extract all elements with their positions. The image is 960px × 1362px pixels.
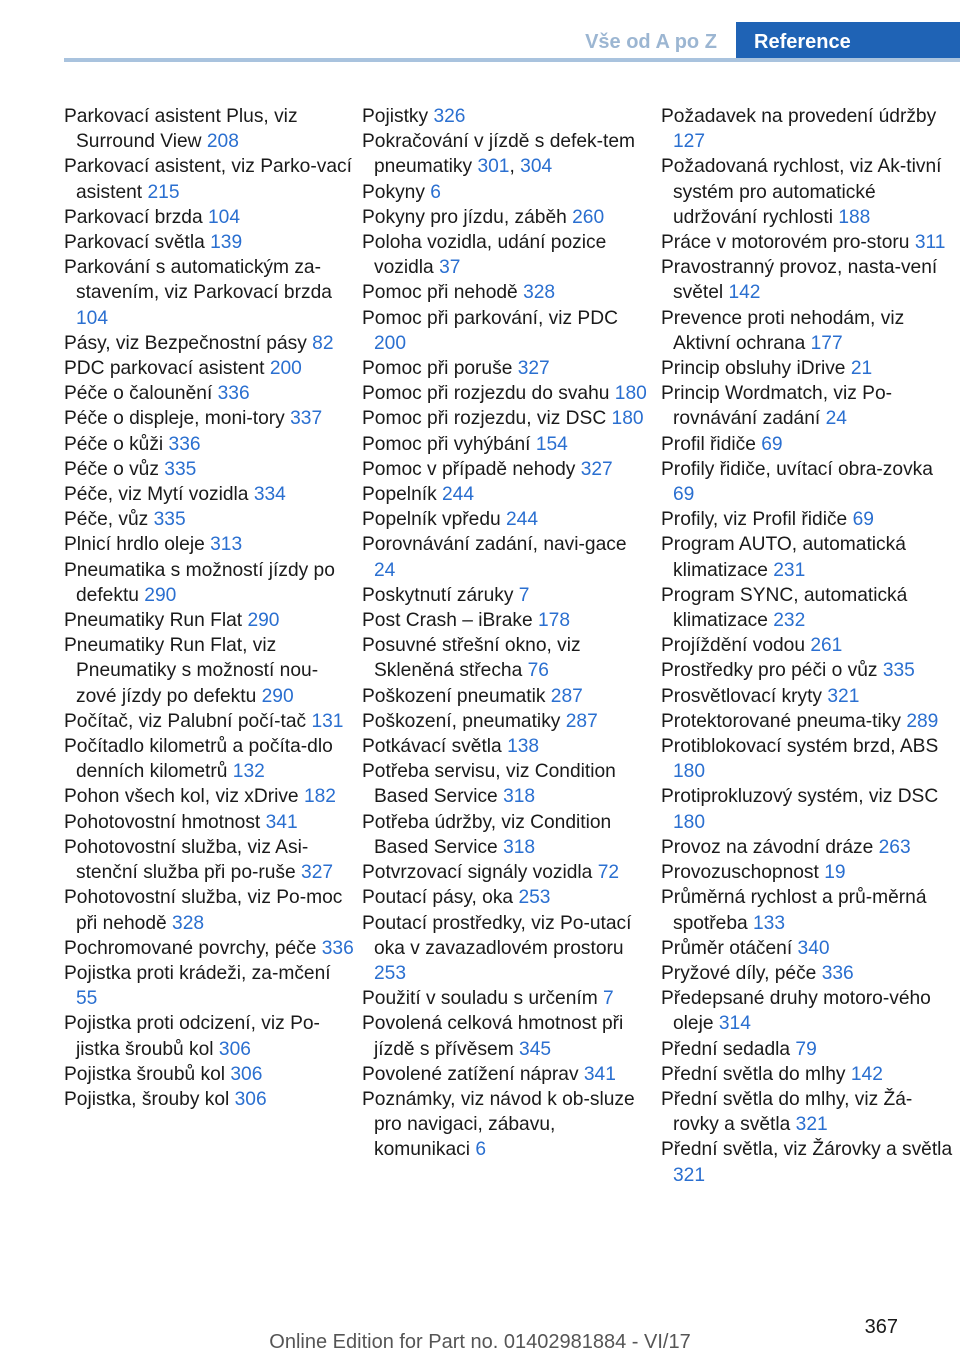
page-link[interactable]: 104 <box>208 206 241 228</box>
index-term: Pojistka šroubů kol <box>64 1063 226 1085</box>
index-term: Prevence proti nehodám, viz Aktivní ochrana <box>661 307 905 354</box>
page-link[interactable]: 328 <box>523 282 556 304</box>
index-term: Pomoc při poruše <box>362 358 513 380</box>
index-term: Pojistky <box>362 106 429 127</box>
page-link[interactable]: 334 <box>253 484 286 506</box>
index-term: Povolená celková hmotnost při jízdě s přívěsem <box>362 1013 624 1060</box>
page-link[interactable]: 142 <box>850 1063 883 1085</box>
index-entry <box>64 507 354 532</box>
page-link[interactable]: 306 <box>218 1038 251 1060</box>
index-entry <box>362 608 652 633</box>
index-entry <box>64 457 354 482</box>
index-term: Přední světla do mlhy <box>661 1063 846 1085</box>
page-link[interactable]: 290 <box>247 610 280 632</box>
index-entry <box>661 306 957 356</box>
index-term: Přední sedadla <box>661 1038 791 1060</box>
index-entry <box>661 381 957 431</box>
page-link[interactable]: 180 <box>673 811 706 833</box>
index-entry <box>661 1062 957 1087</box>
index-term: Parkovací asistent Plus, viz Surround View <box>64 106 298 153</box>
index-entry <box>661 1087 957 1137</box>
page-link[interactable]: 154 <box>535 433 568 455</box>
index-term: Péče, vůz <box>64 509 149 531</box>
page-link[interactable]: 104 <box>76 307 109 329</box>
index-entry <box>362 457 652 482</box>
index-term: Pohotovostní služba, viz Asi‐stenční služba při po‐ruše <box>64 836 309 884</box>
index-entry <box>64 633 354 709</box>
index-entry <box>362 583 652 608</box>
page-link[interactable]: 232 <box>773 610 806 632</box>
index-column-3 <box>661 104 957 1188</box>
index-entry <box>362 911 652 987</box>
index-entry <box>362 1011 652 1061</box>
page-link[interactable]: 260 <box>572 206 605 228</box>
index-entry <box>661 734 957 784</box>
page-link[interactable]: 19 <box>824 862 846 884</box>
index-term: Parkování s automatickým za‐stavením, viz Parkovací brzda <box>64 257 332 304</box>
page-link[interactable]: 321 <box>827 685 860 707</box>
page-link[interactable]: 69 <box>673 484 695 506</box>
index-term: Pomoc při rozjezdu do svahu <box>362 383 610 405</box>
page-link[interactable]: 138 <box>507 736 540 758</box>
page-link[interactable]: 318 <box>503 786 536 808</box>
index-entry <box>661 356 957 381</box>
index-entry <box>661 255 957 305</box>
index-entry <box>661 885 957 935</box>
index-entry <box>64 381 354 406</box>
page-link[interactable]: 208 <box>206 131 239 153</box>
page-link[interactable]: 340 <box>797 937 830 959</box>
page-link[interactable]: 180 <box>614 383 647 405</box>
edition-footer: Online Edition for Part no. 01402981884 - VI/17 <box>269 1331 691 1353</box>
index-entry <box>362 180 652 205</box>
header-divider <box>64 58 960 62</box>
index-term: Prosvětlovací kryty <box>661 685 823 707</box>
index-entry <box>362 759 652 809</box>
index-term: Průměr otáčení <box>661 937 793 959</box>
index-entry <box>362 406 652 431</box>
page-link[interactable]: 290 <box>144 584 177 606</box>
page-link[interactable]: 6 <box>475 1139 486 1161</box>
page-link[interactable]: 287 <box>565 710 598 732</box>
index-term: Pojistka proti krádeži, za‐mčení <box>64 962 331 984</box>
index-entry <box>362 205 652 230</box>
index-entry <box>661 835 957 860</box>
index-entry <box>362 507 652 532</box>
index-term: Pomoc při parkování, viz PDC <box>362 307 618 329</box>
page-link[interactable]: 321 <box>795 1114 828 1136</box>
index-entry <box>362 482 652 507</box>
page-link[interactable]: 290 <box>261 685 294 707</box>
page-link[interactable]: 178 <box>537 610 570 632</box>
page-link[interactable]: 231 <box>773 559 806 581</box>
index-term: Poškození pneumatik <box>362 685 546 707</box>
index-term: Pryžové díly, péče <box>661 962 817 984</box>
index-entry: Pokračování v jízdě s defek‐tem pneumatiky 301, 304 <box>362 131 636 178</box>
page-link[interactable]: 345 <box>519 1038 552 1060</box>
index-term: Potvrzovací signály vozidla <box>362 862 593 884</box>
page-link[interactable]: 336 <box>168 433 201 455</box>
index-entry <box>661 784 957 834</box>
index-term: Potřeba údržby, viz Condition Based Service <box>362 811 612 858</box>
index-entry <box>362 684 652 709</box>
page-link[interactable]: 215 <box>147 181 180 203</box>
page-link[interactable]: 79 <box>795 1038 817 1060</box>
index-entry <box>64 356 354 381</box>
index-term: Péče o čalounění <box>64 383 213 405</box>
page-link[interactable]: 72 <box>597 862 620 884</box>
index-term: Péče o kůži <box>64 433 164 455</box>
page-link[interactable]: 188 <box>838 206 871 228</box>
index-entry <box>661 936 957 961</box>
index-term: Program SYNC, automatická klimatizace <box>661 584 908 632</box>
index-term: Provoz na závodní dráze <box>661 836 874 858</box>
index-entry <box>64 1087 354 1112</box>
page-link[interactable]: 200 <box>269 358 302 380</box>
index-term: Použití v souladu s určením <box>362 988 598 1010</box>
page-link[interactable]: 318 <box>503 836 536 858</box>
index-term: Péče o vůz <box>64 458 159 480</box>
index-term: Pneumatika s možností jízdy po defektu <box>64 559 335 606</box>
index-entry <box>661 633 957 658</box>
page-number: 367 <box>864 1316 898 1338</box>
index-column-2 <box>362 104 652 1163</box>
page-link[interactable]: 335 <box>164 458 197 480</box>
page-link[interactable]: 244 <box>506 509 539 531</box>
index-term: Pásy, viz Bezpečnostní pásy <box>64 332 307 354</box>
index-entry <box>64 961 354 1011</box>
index-entry <box>362 734 652 759</box>
index-entry <box>661 507 957 532</box>
index-entry <box>661 104 957 154</box>
index-term: Poloha vozidla, udání pozice vozidla <box>362 232 607 279</box>
index-term: Protiblokovací systém brzd, ABS <box>661 736 939 758</box>
index-term: Povolené zatížení náprav <box>362 1063 579 1085</box>
page-link[interactable]: 21 <box>850 358 873 380</box>
page-link[interactable]: 200 <box>374 332 407 354</box>
index-entry <box>362 709 652 734</box>
index-entry <box>661 532 957 582</box>
index-term: Program AUTO, automatická klimatizace <box>661 534 906 581</box>
page-link[interactable]: 327 <box>517 358 550 380</box>
page-link[interactable]: 24 <box>374 559 396 581</box>
index-entry <box>661 1137 957 1187</box>
page-link[interactable]: 301 <box>477 156 510 178</box>
index-term: Popelník <box>362 484 437 506</box>
index-entry <box>362 280 652 305</box>
index-entry <box>362 986 652 1011</box>
index-term: Požadovaná rychlost, viz Ak‐tivní systém pro automatické udržování rychlosti <box>661 156 942 228</box>
index-entry <box>64 558 354 608</box>
index-term: Profily řidiče, uvítací obra‐zovka <box>661 458 933 480</box>
index-term: Předepsané druhy motoro‐vého oleje <box>661 988 931 1035</box>
page-link[interactable]: 180 <box>673 761 706 783</box>
index-entry <box>64 255 354 331</box>
index-entry <box>362 1087 652 1163</box>
index-term: Protiprokluzový systém, viz DSC <box>661 786 939 808</box>
index-entry <box>661 154 957 230</box>
index-entry <box>64 104 354 154</box>
index-term: Profil řidiče <box>661 433 756 455</box>
index-term: Přední světla, viz Žárovky a světla <box>661 1139 953 1161</box>
page-link[interactable]: 261 <box>810 635 843 657</box>
index-entry <box>661 457 957 507</box>
index-term: Parkovací světla <box>64 232 205 254</box>
page-link[interactable]: 326 <box>433 106 466 127</box>
index-term: Pneumatiky Run Flat, viz Pneumatiky s možností nou‐zové jízdy po defektu <box>64 635 319 707</box>
page-link[interactable]: 328 <box>172 912 205 934</box>
index-entry <box>64 1062 354 1087</box>
index-term: Pneumatiky Run Flat <box>64 610 243 632</box>
index-term: Pohotovostní služba, viz Po‐moc při nehodě <box>64 887 343 934</box>
index-term: Pokyny <box>362 181 425 203</box>
index-entry <box>661 583 957 633</box>
index-term: Profily, viz Profil řidiče <box>661 509 848 531</box>
page-link[interactable]: 335 <box>882 660 915 682</box>
page-link[interactable]: 327 <box>301 862 334 884</box>
index-term: Porovnávání zadání, navi‐gace <box>362 534 627 556</box>
index-entry <box>64 482 354 507</box>
page-link[interactable]: 336 <box>217 383 250 405</box>
index-term: Pomoc při nehodě <box>362 282 518 304</box>
index-entry <box>64 331 354 356</box>
index-term: Potkávací světla <box>362 736 502 758</box>
page-link[interactable]: 127 <box>673 131 706 153</box>
index-entry <box>64 154 354 204</box>
index-term: Posuvné střešní okno, viz Skleněná střecha <box>362 635 581 682</box>
index-entry <box>362 432 652 457</box>
page-link[interactable]: 24 <box>825 408 847 430</box>
index-term: Poznámky, viz návod k ob‐sluze pro navigaci, zábavu, komunikaci <box>362 1088 635 1161</box>
index-entry <box>64 205 354 230</box>
index-term: Provozuschopnost <box>661 862 819 884</box>
index-term: Poutací prostředky, viz Po‐utací oka v zavazadlovém prostoru <box>362 912 632 959</box>
index-entry <box>661 230 957 255</box>
index-entry <box>362 356 652 381</box>
page-link[interactable]: 304 <box>520 156 553 178</box>
index-term: Potřeba servisu, viz Condition Based Service <box>362 761 616 808</box>
index-term: Prostředky pro péči o vůz <box>661 660 878 682</box>
page-link[interactable]: 306 <box>230 1063 263 1085</box>
index-term: Pomoc při rozjezdu, viz DSC <box>362 408 607 430</box>
index-entry <box>362 532 652 582</box>
page-link[interactable]: 321 <box>673 1164 706 1186</box>
page-link[interactable]: 182 <box>303 786 336 808</box>
index-term: Princip obsluhy iDrive <box>661 358 846 380</box>
index-term: Princip Wordmatch, viz Po‐rovnávání zadání <box>661 383 893 430</box>
index-term: Počítač, viz Palubní počí‐tač <box>64 710 307 732</box>
index-entry <box>64 709 354 734</box>
page-link[interactable]: 336 <box>821 962 854 984</box>
page-link[interactable]: 133 <box>753 912 786 934</box>
index-term: Post Crash – iBrake <box>362 610 533 632</box>
page-link[interactable]: 37 <box>439 257 461 279</box>
page-link[interactable]: 341 <box>583 1063 616 1085</box>
page-link[interactable]: 341 <box>265 811 298 833</box>
index-entry <box>661 961 957 986</box>
page-link[interactable]: 82 <box>312 332 334 354</box>
index-entry <box>362 860 652 885</box>
index-term: Pokyny pro jízdu, záběh <box>362 206 567 228</box>
index-entry <box>362 1062 652 1087</box>
index-entry <box>661 860 957 885</box>
index-entry <box>64 810 354 835</box>
index-term: Parkovací brzda <box>64 206 203 228</box>
index-term: Pojistka, šrouby kol <box>64 1088 230 1110</box>
index-term: Pokračování v jízdě s defek‐tem pneumatiky <box>362 131 636 178</box>
page-link[interactable]: 55 <box>76 988 98 1010</box>
page-header <box>0 0 960 62</box>
index-entry <box>64 608 354 633</box>
index-term: Pochromované povrchy, péče <box>64 937 317 959</box>
index-entry <box>661 684 957 709</box>
index-column-1 <box>64 104 354 1112</box>
index-entry <box>362 885 652 910</box>
page-link[interactable]: 335 <box>153 509 186 531</box>
index-entry <box>661 658 957 683</box>
index-term: Pomoc v případě nehody <box>362 458 576 480</box>
page-link[interactable]: 69 <box>761 433 783 455</box>
index-term: Poutací pásy, oka <box>362 887 514 909</box>
page-link[interactable]: 306 <box>234 1088 267 1110</box>
index-entry <box>64 432 354 457</box>
page-link[interactable]: 7 <box>518 584 530 606</box>
index-term: Parkovací asistent, viz Parko‐vací asistent <box>64 156 352 203</box>
index-entry <box>64 230 354 255</box>
index-term: Práce v motorovém pro‐storu <box>661 232 910 254</box>
page-link[interactable]: 253 <box>374 962 407 984</box>
page-link[interactable]: 263 <box>878 836 911 858</box>
index-term: Pojistka proti odcizení, viz Po‐jistka šroubů kol <box>64 1013 320 1060</box>
index-entry <box>661 432 957 457</box>
page-link[interactable]: 337 <box>290 408 323 430</box>
index-term: Péče, viz Mytí vozidla <box>64 484 249 506</box>
page-link[interactable]: 327 <box>580 458 613 480</box>
index-term: Plnicí hrdlo oleje <box>64 534 205 556</box>
index-term: Pohotovostní hmotnost <box>64 811 261 833</box>
index-term: Pohon všech kol, viz xDrive <box>64 786 299 808</box>
index-term: Poskytnutí záruky <box>362 584 514 606</box>
index-entry <box>64 835 354 885</box>
index-entry <box>362 104 652 129</box>
index-entry <box>64 936 354 961</box>
index-entry <box>362 633 652 683</box>
page-link[interactable]: 289 <box>906 710 939 732</box>
page-link[interactable]: 253 <box>518 887 551 909</box>
index-entry <box>64 784 354 809</box>
index-entry <box>64 1011 354 1061</box>
page-link[interactable]: 177 <box>810 332 843 354</box>
index-term: Průměrná rychlost a prů‐měrná spotřeba <box>661 887 927 934</box>
index-term: Pravostranný provoz, nasta‐vení světel <box>661 257 938 304</box>
index-entry <box>661 986 957 1036</box>
index-entry <box>661 709 957 734</box>
page-link[interactable]: 313 <box>210 534 243 556</box>
index-term: Počítadlo kilometrů a počíta‐dlo denních kilometrů <box>64 736 333 783</box>
page-link[interactable]: 131 <box>311 710 344 732</box>
index-entry <box>362 810 652 860</box>
page-link[interactable]: 180 <box>611 408 644 430</box>
page-link[interactable]: 314 <box>718 1013 751 1035</box>
index-entry <box>661 1037 957 1062</box>
index-term: Protektorované pneuma‐tiky <box>661 710 901 732</box>
page-link[interactable]: 287 <box>550 685 583 707</box>
index-entry <box>64 734 354 784</box>
index-entry <box>64 406 354 431</box>
section-tab[interactable]: Vše od A po Z <box>585 31 717 53</box>
page-link[interactable]: 7 <box>603 988 614 1010</box>
page-link[interactable]: 69 <box>852 509 874 531</box>
reference-tab[interactable]: Reference <box>736 22 960 62</box>
page-link[interactable]: 142 <box>728 282 761 304</box>
index-entry <box>64 885 354 935</box>
page-link[interactable]: 336 <box>321 937 354 959</box>
index-entry <box>362 230 652 280</box>
page-link[interactable]: 139 <box>210 232 243 254</box>
index-term: Popelník vpředu <box>362 509 501 531</box>
index-term: Poškození, pneumatiky <box>362 710 561 732</box>
index-entry <box>362 306 652 356</box>
page-link[interactable]: 244 <box>442 484 475 506</box>
index-term: Pomoc při vyhýbání <box>362 433 531 455</box>
index-term: Péče o displeje, moni‐tory <box>64 408 285 430</box>
index-term: Přední světla do mlhy, viz Žá‐rovky a světla <box>661 1088 913 1136</box>
index-term: PDC parkovací asistent <box>64 358 265 380</box>
index-entry <box>64 532 354 557</box>
page-link[interactable]: 6 <box>430 181 441 203</box>
index-term: Požadavek na provedení údržby <box>661 106 937 127</box>
page-link[interactable]: 76 <box>527 660 549 682</box>
page-link[interactable]: 132 <box>232 761 265 783</box>
index-entry <box>362 381 652 406</box>
page-link[interactable]: 311 <box>914 232 946 254</box>
index-term: Projíždění vodou <box>661 635 805 657</box>
